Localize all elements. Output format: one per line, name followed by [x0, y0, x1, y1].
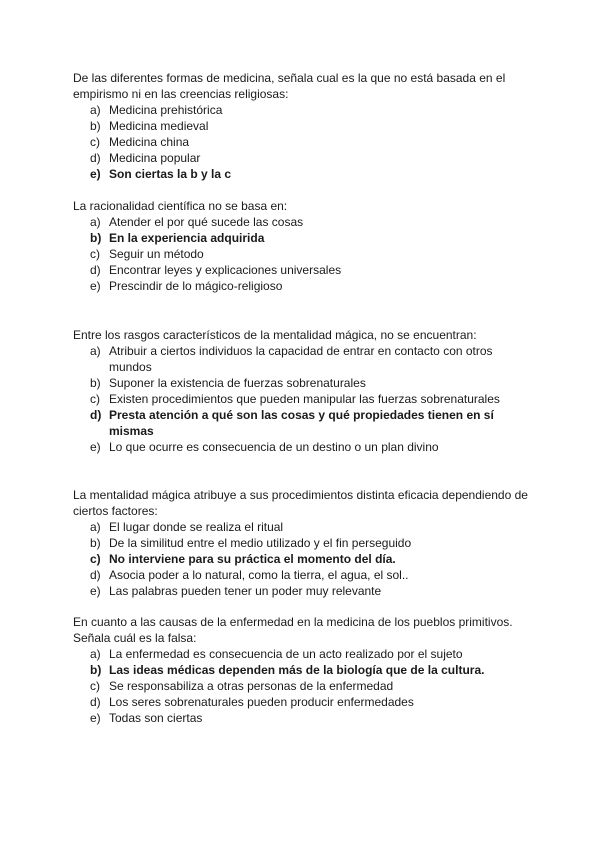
option-letter: e): [90, 711, 101, 725]
option-c: [73, 391, 533, 407]
option-a: [73, 214, 533, 230]
option-text: Lo que ocurre es consecuencia de un destino o un plan divino: [109, 440, 439, 454]
option-letter: b): [90, 119, 101, 133]
option-text: Se responsabiliza a otras personas de la enfermedad: [109, 679, 394, 693]
option-c-correct: [73, 551, 533, 567]
option-text: Medicina popular: [109, 151, 201, 165]
option-letter: a): [90, 103, 101, 117]
option-letter: e): [90, 167, 101, 181]
option-c: [73, 678, 533, 694]
option-letter: b): [90, 536, 101, 550]
option-e: [73, 583, 533, 599]
option-text: En la experiencia adquirida: [109, 231, 265, 245]
option-text: Suponer la existencia de fuerzas sobrenaturales: [109, 376, 366, 390]
question-stem: La racionalidad científica no se basa en:: [73, 199, 288, 213]
options-list: [73, 214, 533, 294]
option-letter: d): [90, 151, 101, 165]
option-d-correct: [73, 407, 533, 439]
option-letter: a): [90, 647, 101, 661]
option-letter: d): [90, 695, 101, 709]
question-3: [73, 327, 533, 455]
option-text: Medicina china: [109, 135, 190, 149]
option-text: Encontrar leyes y explicaciones universales: [109, 263, 342, 277]
option-b-correct: [73, 662, 533, 678]
option-text: Los seres sobrenaturales pueden producir enfermedades: [109, 695, 414, 709]
option-c: [73, 134, 533, 150]
option-b: [73, 118, 533, 134]
question-stem: Entre los rasgos característicos de la mentalidad mágica, no se encuentran:: [73, 328, 477, 342]
option-text: Las ideas médicas dependen más de la biología que de la cultura.: [109, 663, 485, 677]
option-d: [73, 694, 533, 710]
option-e: [73, 278, 533, 294]
option-letter: c): [90, 247, 100, 261]
option-letter: a): [90, 344, 101, 358]
question-stem: La mentalidad mágica atribuye a sus procedimientos distinta eficacia dependiendo de ciertos factores:: [73, 488, 528, 518]
options-list: [73, 102, 533, 182]
option-text: Atribuir a ciertos individuos la capacidad de entrar en contacto con otros mundos: [109, 344, 493, 374]
option-letter: d): [90, 408, 102, 422]
option-e-correct: [73, 166, 533, 182]
option-c: [73, 246, 533, 262]
option-d: [73, 567, 533, 583]
option-letter: c): [90, 392, 100, 406]
option-b: [73, 535, 533, 551]
option-text: La enfermedad es consecuencia de un acto realizado por el sujeto: [109, 647, 463, 661]
option-text: De la similitud entre el medio utilizado y el fin perseguido: [109, 536, 412, 550]
option-text: Seguir un método: [109, 247, 204, 261]
option-text: No interviene para su práctica el momento del día.: [109, 552, 396, 566]
question-2: [73, 198, 533, 294]
options-list: [73, 343, 533, 455]
option-a: [73, 102, 533, 118]
option-letter: d): [90, 263, 101, 277]
option-a: [73, 519, 533, 535]
option-text: Son ciertas la b y la c: [109, 167, 232, 181]
option-letter: e): [90, 279, 101, 293]
option-letter: e): [90, 584, 101, 598]
option-letter: d): [90, 568, 101, 582]
question-5: [73, 614, 533, 726]
option-letter: a): [90, 520, 101, 534]
option-text: El lugar donde se realiza el ritual: [109, 520, 284, 534]
question-stem: En cuanto a las causas de la enfermedad en la medicina de los pueblos primitivos. Señala cuál es la falsa:: [73, 615, 513, 645]
question-4: [73, 487, 533, 599]
option-a: [73, 646, 533, 662]
option-letter: c): [90, 552, 101, 566]
option-letter: c): [90, 679, 100, 693]
option-e: [73, 710, 533, 726]
question-stem: De las diferentes formas de medicina, señala cual es la que no está basada en el empirismo ni en las creencias religiosas:: [73, 71, 506, 101]
option-letter: b): [90, 376, 101, 390]
option-text: Todas son ciertas: [109, 711, 203, 725]
option-text: Atender el por qué sucede las cosas: [109, 215, 304, 229]
option-text: Prescindir de lo mágico-religioso: [109, 279, 283, 293]
option-e: [73, 439, 533, 455]
option-d: [73, 262, 533, 278]
option-letter: a): [90, 215, 101, 229]
option-letter: e): [90, 440, 101, 454]
options-list: [73, 646, 533, 726]
option-letter: b): [90, 231, 102, 245]
option-b-correct: [73, 230, 533, 246]
option-text: Las palabras pueden tener un poder muy relevante: [109, 584, 382, 598]
option-text: Presta atención a qué son las cosas y qué propiedades tienen en sí mismas: [109, 408, 494, 438]
option-text: Existen procedimientos que pueden manipular las fuerzas sobrenaturales: [109, 392, 500, 406]
option-b: [73, 375, 533, 391]
question-1: [73, 70, 533, 182]
options-list: [73, 519, 533, 599]
option-a: [73, 343, 533, 375]
option-d: [73, 150, 533, 166]
option-text: Medicina prehistórica: [109, 103, 223, 117]
option-letter: b): [90, 663, 102, 677]
option-text: Asocia poder a lo natural, como la tierra, el agua, el sol..: [109, 568, 409, 582]
option-text: Medicina medieval: [109, 119, 209, 133]
option-letter: c): [90, 135, 100, 149]
